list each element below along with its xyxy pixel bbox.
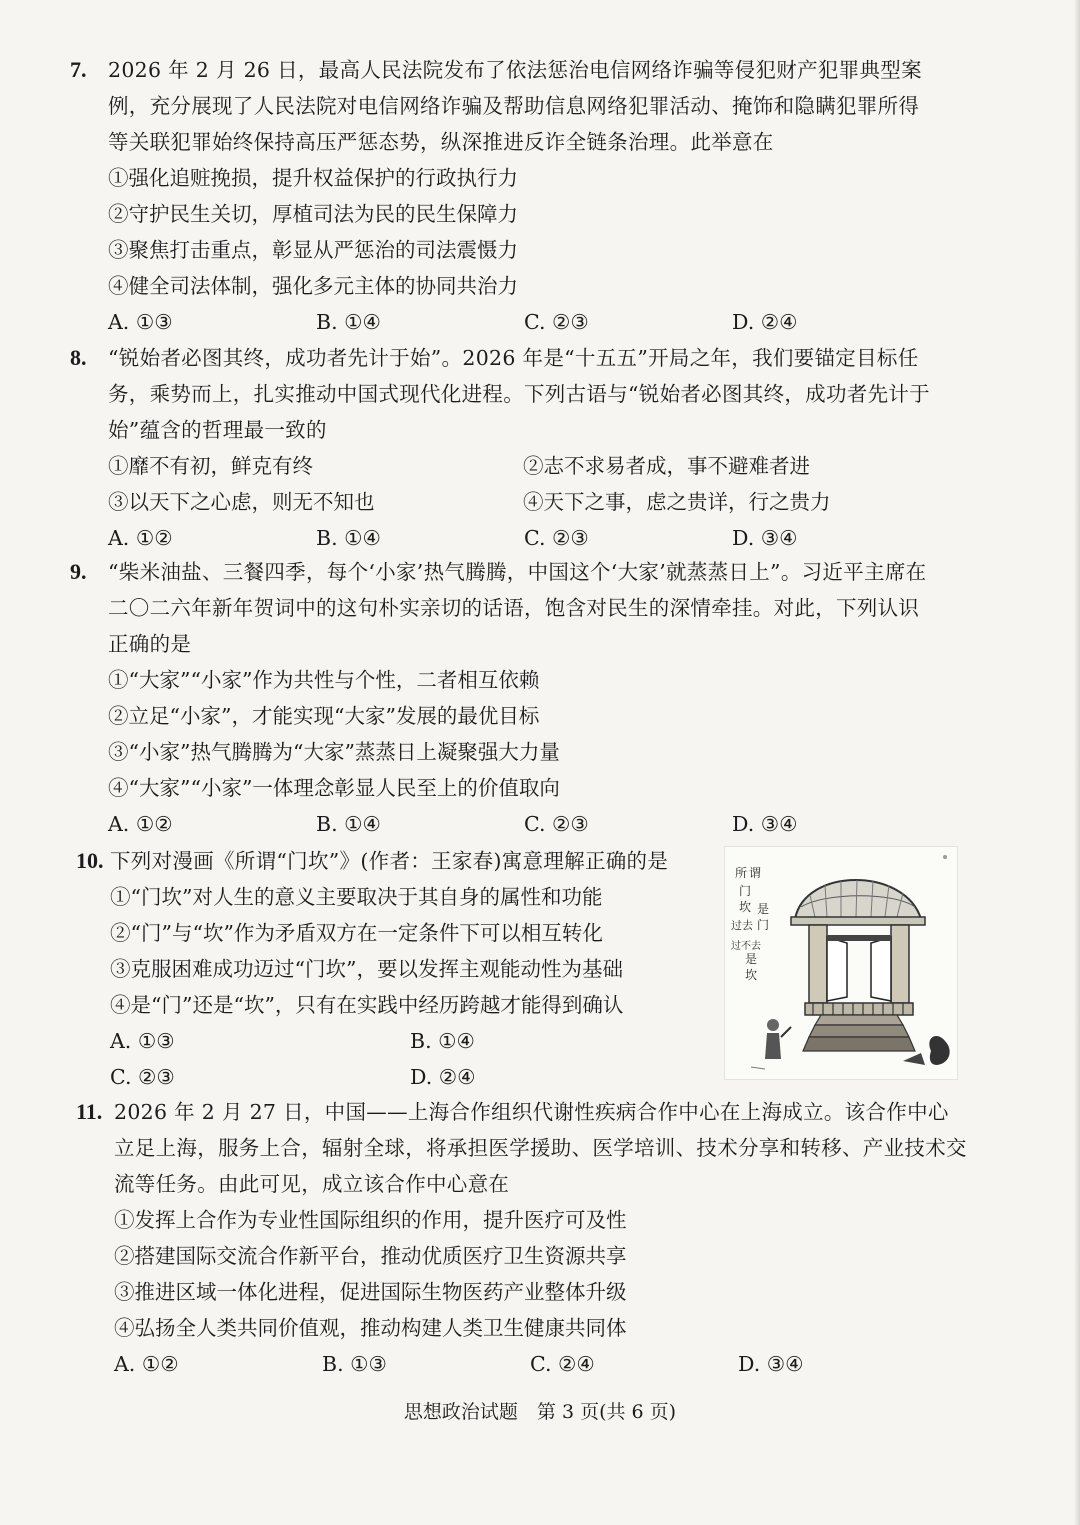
cartoon-illustration: [724, 846, 958, 1080]
option-1: ①靡不有初，鲜克有终: [108, 454, 313, 478]
choice-c[interactable]: C. ②④: [530, 1352, 595, 1376]
stem-line: 二〇二六年新年贺词中的这句朴实亲切的话语，饱含对民生的深情牵挂。对此，下列认识: [108, 596, 920, 620]
stem-line: 立足上海，服务上合，辐射全球，将承担医学援助、医学培训、技术分享和转移、产业技术交: [114, 1136, 967, 1160]
option-1: ①“大家”“小家”作为共性与个性，二者相互依赖: [108, 668, 540, 692]
inscription-char: 门: [739, 884, 752, 898]
choice-d[interactable]: D. ③④: [738, 1352, 804, 1376]
answer-choices: [110, 1059, 710, 1095]
option-3: ③推进区域一体化进程，促进国际生物医药产业整体升级: [114, 1280, 627, 1304]
question-8: [70, 340, 970, 556]
option-4: ④是“门”还是“坎”，只有在实践中经历跨越才能得到确认: [110, 993, 624, 1017]
question-number: 9.: [70, 559, 87, 584]
choice-a[interactable]: A. ①③: [108, 310, 173, 334]
answer-choices: [110, 1023, 710, 1059]
option-2: ②志不求易者成，事不避难者进: [523, 454, 810, 478]
stem-line: 例，充分展现了人民法院对电信网络诈骗及帮助信息网络犯罪活动、掩饰和隐瞒犯罪所得: [108, 94, 920, 118]
stem-line: 2026 年 2 月 27 日，中国——上海合作组织代谢性疾病合作中心在上海成立。该合作中心: [114, 1100, 949, 1124]
inscription-char: 坎: [745, 968, 758, 982]
stem-line: 始”蕴含的哲理最一致的: [108, 418, 327, 442]
inscription-char: 所: [735, 866, 748, 880]
option-2: ②守护民生关切，厚植司法为民的民生保障力: [108, 202, 518, 226]
option-3: ③以天下之心虑，则无不知也: [108, 490, 375, 514]
stem-line: 下列对漫画《所谓“门坎”》(作者：王家春)寓意理解正确的是: [110, 849, 669, 873]
choice-b[interactable]: B. ①④: [316, 310, 381, 334]
option-1: ①发挥上合作为专业性国际组织的作用，提升医疗可及性: [114, 1208, 627, 1232]
inscription-char: 门: [757, 918, 770, 932]
question-number: 7.: [70, 57, 87, 82]
inscription-char: 坎: [739, 900, 752, 914]
choice-b[interactable]: B. ①③: [322, 1352, 387, 1376]
question-stem: [108, 52, 970, 160]
question-stem: [110, 843, 710, 879]
choice-d[interactable]: D. ②④: [732, 310, 798, 334]
question-number: 8.: [70, 345, 87, 370]
option-row: [108, 484, 970, 520]
choice-d[interactable]: D. ③④: [732, 526, 798, 550]
threshold-cartoon-drawing: [725, 847, 957, 1079]
inscription-char: 是: [757, 902, 770, 916]
answer-choices: [108, 520, 970, 556]
choice-a[interactable]: A. ①②: [108, 812, 173, 836]
option-3: ③聚焦打击重点，彰显从严惩治的司法震慑力: [108, 238, 518, 262]
option-1: ①强化追赃挽损，提升权益保护的行政执行力: [108, 166, 518, 190]
option-2: ②立足“小家”，才能实现“大家”发展的最优目标: [108, 704, 540, 728]
choice-c[interactable]: C. ②③: [110, 1065, 175, 1089]
question-11: [70, 1094, 970, 1382]
stem-line: 等关联犯罪始终保持高压严惩态势，纵深推进反诈全链条治理。此举意在: [108, 130, 774, 154]
answer-choices: [108, 304, 970, 340]
option-3: ③克服困难成功迈过“门坎”，要以发挥主观能动性为基础: [110, 957, 623, 981]
option-4: ④健全司法体制，强化多元主体的协同共治力: [108, 274, 518, 298]
answer-choices: [114, 1346, 970, 1382]
choice-a[interactable]: A. ①②: [108, 526, 173, 550]
option-4: ④天下之事，虑之贵详，行之贵力: [523, 490, 831, 514]
answer-choices: [108, 806, 970, 842]
choice-d[interactable]: D. ②④: [410, 1065, 476, 1089]
choice-b[interactable]: B. ①④: [410, 1029, 475, 1053]
choice-c[interactable]: C. ②③: [524, 812, 589, 836]
question-7: [70, 52, 970, 340]
option-2: ②“门”与“坎”作为矛盾双方在一定条件下可以相互转化: [110, 921, 603, 945]
option-1: ①“门坎”对人生的意义主要取决于其自身的属性和功能: [110, 885, 603, 909]
option-4: ④弘扬全人类共同价值观，推动构建人类卫生健康共同体: [114, 1316, 627, 1340]
scan-edge: [1074, 0, 1080, 1525]
stem-line: 2026 年 2 月 26 日，最高人民法院发布了依法惩治电信网络诈骗等侵犯财产犯罪典型案: [108, 58, 922, 82]
choice-b[interactable]: B. ①④: [316, 526, 381, 550]
inscription-char: 谓: [749, 866, 762, 880]
page-footer: 思想政治试题 第 3 页(共 6 页): [403, 1401, 677, 1423]
question-stem: [108, 554, 970, 662]
choice-c[interactable]: C. ②③: [524, 310, 589, 334]
choice-b[interactable]: B. ①④: [316, 812, 381, 836]
choice-a[interactable]: A. ①③: [110, 1029, 175, 1053]
choice-d[interactable]: D. ③④: [732, 812, 798, 836]
stem-line: 务，乘势而上，扎实推动中国式现代化进程。下列古语与“锐始者必图其终，成功者先计于: [108, 382, 930, 406]
option-row: [108, 448, 970, 484]
question-number: 11.: [76, 1099, 103, 1124]
option-4: ④“大家”“小家”一体理念彰显人民至上的价值取向: [108, 776, 560, 800]
stem-line: 流等任务。由此可见，成立该合作中心意在: [114, 1172, 510, 1196]
stem-line: “柴米油盐、三餐四季，每个‘小家’热气腾腾，中国这个‘大家’就蒸蒸日上”。习近平主席在: [108, 560, 927, 584]
question-stem: [108, 340, 970, 448]
question-9: [70, 554, 970, 842]
option-2: ②搭建国际交流合作新平台，推动优质医疗卫生资源共享: [114, 1244, 627, 1268]
stem-line: 正确的是: [108, 632, 192, 656]
question-10: [70, 843, 710, 1095]
choice-c[interactable]: C. ②③: [524, 526, 589, 550]
inscription-char: 过去: [731, 919, 753, 932]
choice-a[interactable]: A. ①②: [114, 1352, 179, 1376]
option-3: ③“小家”热气腾腾为“大家”蒸蒸日上凝聚强大力量: [108, 740, 560, 764]
inscription-char: 是: [745, 952, 758, 966]
question-stem: [114, 1094, 970, 1202]
question-number: 10.: [76, 848, 104, 873]
inscription-char: 过不去: [731, 941, 761, 952]
stem-line: “锐始者必图其终，成功者先计于始”。2026 年是“十五五”开局之年，我们要锚定目标任: [108, 346, 919, 370]
